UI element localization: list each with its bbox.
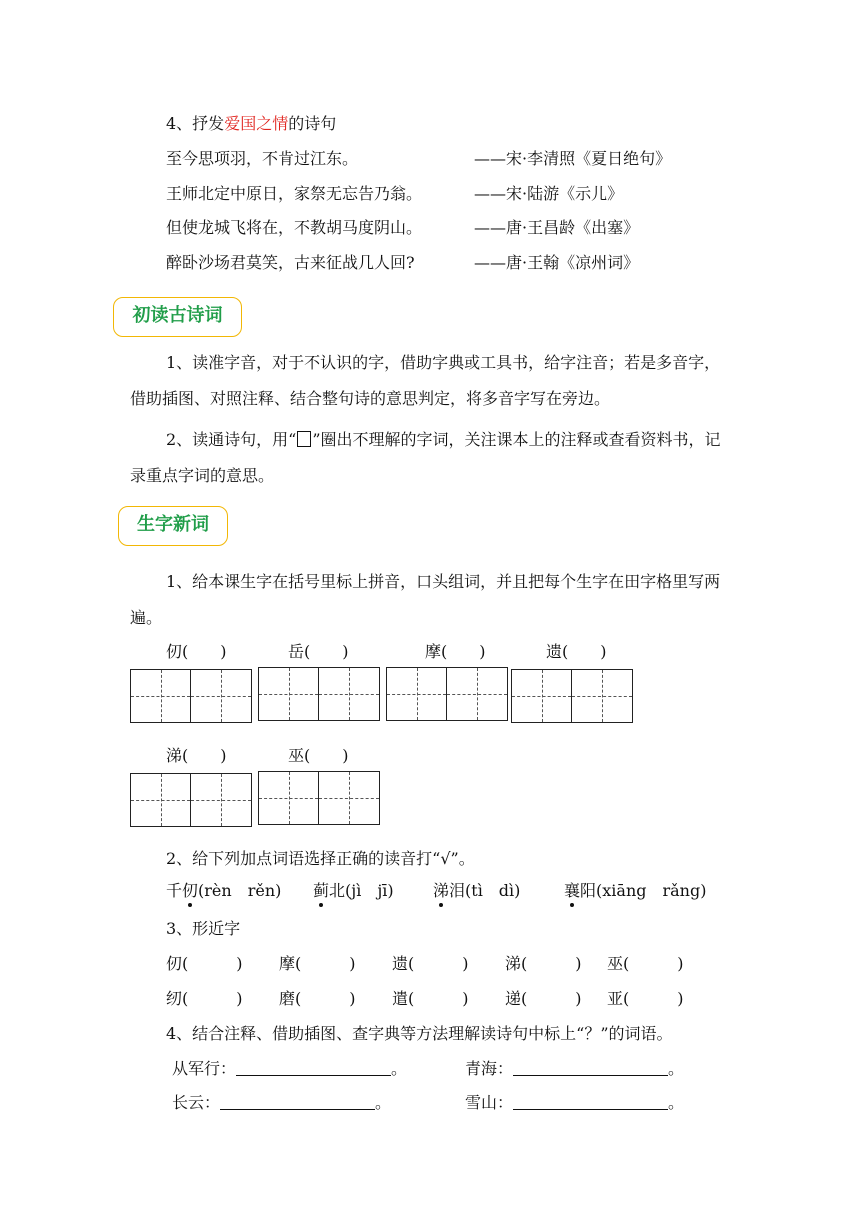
- tianzige-cell[interactable]: [319, 772, 379, 824]
- fill-end: 。: [668, 1093, 685, 1112]
- p2-part-a: 2、读通诗句，用“: [166, 430, 297, 449]
- answer-blank[interactable]: [513, 1095, 668, 1110]
- similar-char: 亚( ): [607, 989, 684, 1008]
- poem-line: 醉卧沙场君莫笑，古来征战几人回?: [166, 253, 415, 272]
- fill-item: [172, 1056, 407, 1079]
- similar-char: 递( ): [505, 989, 582, 1008]
- fill-end: 。: [391, 1059, 408, 1078]
- section-badge-first-read: 初读古诗词: [113, 297, 242, 337]
- question-2: 2、给下列加点词语选择正确的读音打“√”。: [166, 849, 475, 868]
- char-label: 涕( ): [166, 746, 227, 765]
- pinyin-item: [433, 878, 520, 901]
- tianzige-cell[interactable]: [447, 668, 507, 720]
- char-label: 仞( ): [166, 642, 227, 661]
- fill-label: 雪山：: [465, 1093, 514, 1112]
- instruction-paragraph-1: 1、读准字音，对于不认识的字，借助字典或工具书，给字注音；若是多音字，借助插图、对照注释、结合整句诗的意思判定，将多音字写在旁边。: [130, 353, 721, 408]
- pinyin-options[interactable]: 北(jì jī): [329, 881, 394, 900]
- fill-item: [465, 1056, 684, 1079]
- tianzige-cell[interactable]: [191, 670, 251, 722]
- dotted-char: 涕: [433, 878, 449, 901]
- similar-char: 纫( ): [166, 989, 243, 1008]
- dotted-char: 仞: [182, 878, 198, 901]
- tianzige-grid[interactable]: [130, 669, 252, 723]
- char-label: 遗( ): [546, 642, 607, 661]
- poem-source: ——宋·李清照《夏日绝句》: [474, 149, 672, 168]
- similar-char: 磨( ): [279, 989, 356, 1008]
- poem-line: 但使龙城飞将在，不教胡马度阴山。: [166, 218, 423, 237]
- tianzige-cell[interactable]: [259, 668, 319, 720]
- pinyin-item: [313, 878, 394, 901]
- fill-label: 长云：: [172, 1093, 221, 1112]
- fill-item: [172, 1090, 391, 1113]
- tianzige-cell[interactable]: [191, 774, 251, 826]
- answer-blank[interactable]: [220, 1095, 375, 1110]
- tianzige-cell[interactable]: [572, 670, 632, 722]
- tianzige-grid[interactable]: [258, 667, 380, 721]
- poem-source: ——唐·王翰《凉州词》: [474, 253, 640, 272]
- question-1: 1、给本课生字在括号里标上拼音，口头组词，并且把每个生字在田字格里写两遍。: [130, 572, 721, 627]
- p2-part-b: ”圈出不理解的字词，关注课本上的注释或查看资料书，记录重点字词的意思。: [130, 430, 721, 485]
- square-symbol-icon: [297, 431, 311, 447]
- heading-suffix: 的诗句: [288, 114, 337, 133]
- char-label: 巫( ): [288, 746, 349, 765]
- poem-line: 王师北定中原日，家祭无忘告乃翁。: [166, 184, 423, 203]
- pinyin-item: [166, 878, 281, 901]
- char-label: 岳( ): [288, 642, 349, 661]
- similar-char: 遣( ): [392, 989, 469, 1008]
- pinyin-options[interactable]: (rèn rěn): [198, 881, 282, 900]
- poem-source: ——宋·陆游《示儿》: [474, 184, 624, 203]
- section-heading: [166, 111, 336, 134]
- tianzige-cell[interactable]: [259, 772, 319, 824]
- similar-char: 摩( ): [279, 954, 356, 973]
- fill-label: 从军行：: [172, 1059, 237, 1078]
- poem-line: 至今思项羽，不肯过江东。: [166, 149, 359, 168]
- tianzige-grid[interactable]: [130, 773, 252, 827]
- tianzige-cell[interactable]: [512, 670, 572, 722]
- fill-end: 。: [668, 1059, 685, 1078]
- question-3: 3、形近字: [166, 919, 241, 938]
- tianzige-cell[interactable]: [319, 668, 379, 720]
- char-label: 摩( ): [425, 642, 486, 661]
- dotted-char: 蓟: [313, 878, 329, 901]
- similar-char: 涕( ): [505, 954, 582, 973]
- heading-highlight: 爱国之情: [224, 114, 289, 133]
- pinyin-item: [564, 878, 706, 901]
- poem-source: ——唐·王昌龄《出塞》: [474, 218, 640, 237]
- tianzige-cell[interactable]: [387, 668, 447, 720]
- heading-prefix: 4、抒发: [166, 114, 225, 133]
- fill-item: [465, 1090, 684, 1113]
- tianzige-grid[interactable]: [511, 669, 633, 723]
- answer-blank[interactable]: [236, 1061, 391, 1076]
- similar-char: 遗( ): [392, 954, 469, 973]
- section-badge-new-words: 生字新词: [118, 506, 228, 546]
- pinyin-options[interactable]: 阳(xiāng rǎng): [580, 881, 707, 900]
- tianzige-grid[interactable]: [258, 771, 380, 825]
- dotted-char: 襄: [564, 878, 580, 901]
- tianzige-cell[interactable]: [131, 774, 191, 826]
- question-4: 4、结合注释、借助插图、查字典等方法理解读诗句中标上“？”的词语。: [166, 1024, 673, 1043]
- instruction-paragraph-2: [130, 422, 730, 494]
- fill-label: 青海：: [465, 1059, 514, 1078]
- similar-char: 巫( ): [607, 954, 684, 973]
- fill-end: 。: [375, 1093, 392, 1112]
- pinyin-options[interactable]: 泪(tì dì): [449, 881, 521, 900]
- tianzige-grid[interactable]: [386, 667, 508, 721]
- answer-blank[interactable]: [513, 1061, 668, 1076]
- tianzige-cell[interactable]: [131, 670, 191, 722]
- item-prefix: 千: [166, 881, 183, 900]
- similar-char: 仞( ): [166, 954, 243, 973]
